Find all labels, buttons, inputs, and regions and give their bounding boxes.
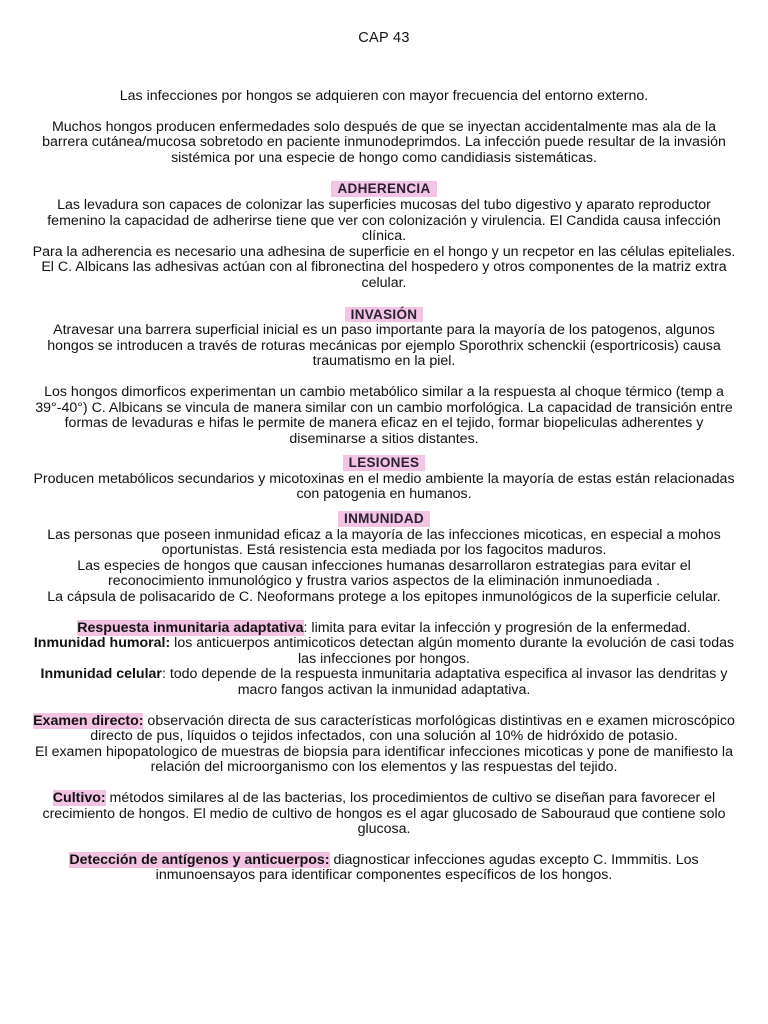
humoral-text: los anticuerpos antimicoticos detectan algún momento durante la evolución de casi todas las infecciones por hongos. — [170, 635, 735, 667]
deteccion-paragraph — [30, 853, 738, 884]
adherencia-paragraph-3: El C. Albicans las adhesivas actúan con al fibronectina del hospedero y otros componentes de la matriz extra celular. — [41, 259, 727, 291]
inmunidad-paragraph-2: Las especies de hongos que causan infecciones humanas desarrollaron estrategias para evitar el reconocimiento inmunológico y frustra varios aspectos de la eliminación inmunoediada . — [77, 557, 691, 590]
examen-text: observación directa de sus características morfológicas distintivas en e examen microscópico directo de pus, líquidos o tejidos infectados, con una solución al 10% de hidróxido de potasio. — [90, 712, 735, 745]
lesiones-paragraph-1: Producen metabólicos secundarios y micotoxinas en el medio ambiente la mayoría de estas están relacionadas con patogenia en humanos. — [33, 470, 735, 503]
examen-paragraph-2: El examen hipopatologico de muestras de biopsia para identificar infecciones micoticas y pone de manifiesto la relación del microorganismo con los elementos y las respuestas del tejido. — [35, 743, 733, 776]
invasion-paragraph-1: Atravesar una barrera superficial inicial es un paso importante para la mayoría de los patogenos, algunos hongos se introducen a través de roturas mecánicas por ejemplo Sporothrix schenckii (esportricosis) causa traumatismo en la piel. — [47, 322, 721, 370]
humoral-label: Inmunidad humoral: — [33, 635, 171, 652]
adaptativa-paragraph — [30, 621, 738, 637]
examen-label: Examen directo: — [33, 712, 144, 729]
adaptativa-text: : limita para evitar la infección y progresión de la enfermedad. — [303, 619, 691, 636]
celular-label: Inmunidad celular — [40, 666, 162, 683]
inmunidad-paragraph-3: La cápsula de polisacarido de C. Neoformans protege a los epitopes inmunológicos de la superficie celular. — [47, 589, 721, 606]
celular-text: : todo depende de la respuesta inmunitaria adaptativa especifica al invasor las dendritas y macro fangos activan la inmunidad adaptativa. — [161, 666, 728, 698]
intro-paragraph-1: Las infecciones por hongos se adquieren con mayor frecuencia del entorno externo. — [119, 88, 649, 104]
deteccion-text: diagnosticar infecciones agudas excepto C. Immmitis. Los inmunoensayos para identificar componentes específicos de los hongos. — [155, 851, 699, 884]
adherencia-paragraph-2: Para la adherencia es necesario una adhesina de superficie en el hongo y un recpetor en las células epiteliales. — [32, 243, 736, 260]
document-body — [30, 89, 738, 884]
cultivo-label: Cultivo: — [52, 789, 106, 806]
humoral-paragraph — [30, 636, 738, 667]
deteccion-label: Detección de antígenos y anticuerpos: — [69, 851, 330, 868]
invasion-paragraph-2: Los hongos dimorficos experimentan un cambio metabólico similar a la respuesta al choque térmico (temp a 39°-40°) C. Albicans se vincula de manera similar con un cambio morfológica. La capacidad de transición entre formas de levaduras e hifas le permite de manera eficaz en el tejido, formar biopeliculas adherentes y diseminarse a sitios distantes. — [35, 383, 733, 447]
examen-paragraph — [30, 714, 738, 745]
cultivo-text: métodos similares al de las bacterias, los procedimientos de cultivo se diseñan para favorecer el crecimiento de hongos. El medio de cultivo de hongos es el agar glucosado de Sabouraud que contiene solo glucosa. — [42, 789, 726, 838]
heading-invasion: INVASIÓN — [345, 307, 424, 323]
heading-adherencia: ADHERENCIA — [331, 181, 436, 197]
heading-inmunidad: INMUNIDAD — [338, 511, 430, 527]
inmunidad-paragraph-1: Las personas que poseen inmunidad eficaz a la mayoría de las infecciones micoticas, en especial a mohos oportunistas. Está resistencia esta mediada por los fagocitos maduros. — [47, 526, 721, 559]
celular-paragraph — [30, 667, 738, 698]
cultivo-paragraph — [30, 791, 738, 838]
chapter-title: CAP 43 — [358, 30, 410, 46]
intro-paragraph-2: Muchos hongos producen enfermedades solo después de que se inyectan accidentalmente mas ala de la barrera cutánea/mucosa sobretodo en paciente inmunodeprimdos. La infección puede resultar de la invasión sistémica por una especie de hongo como candidiasis sistemáticas. — [42, 118, 726, 166]
adherencia-paragraph-1: Las levadura son capaces de colonizar las superficies mucosas del tubo digestivo y aparato reproductor femenino la capacidad de adherirse tiene que ver con colonización y virulencia. El Candida causa infección clínica. — [47, 196, 721, 245]
adaptativa-label: Respuesta inmunitaria adaptativa — [77, 619, 304, 636]
heading-lesiones: LESIONES — [343, 455, 426, 471]
